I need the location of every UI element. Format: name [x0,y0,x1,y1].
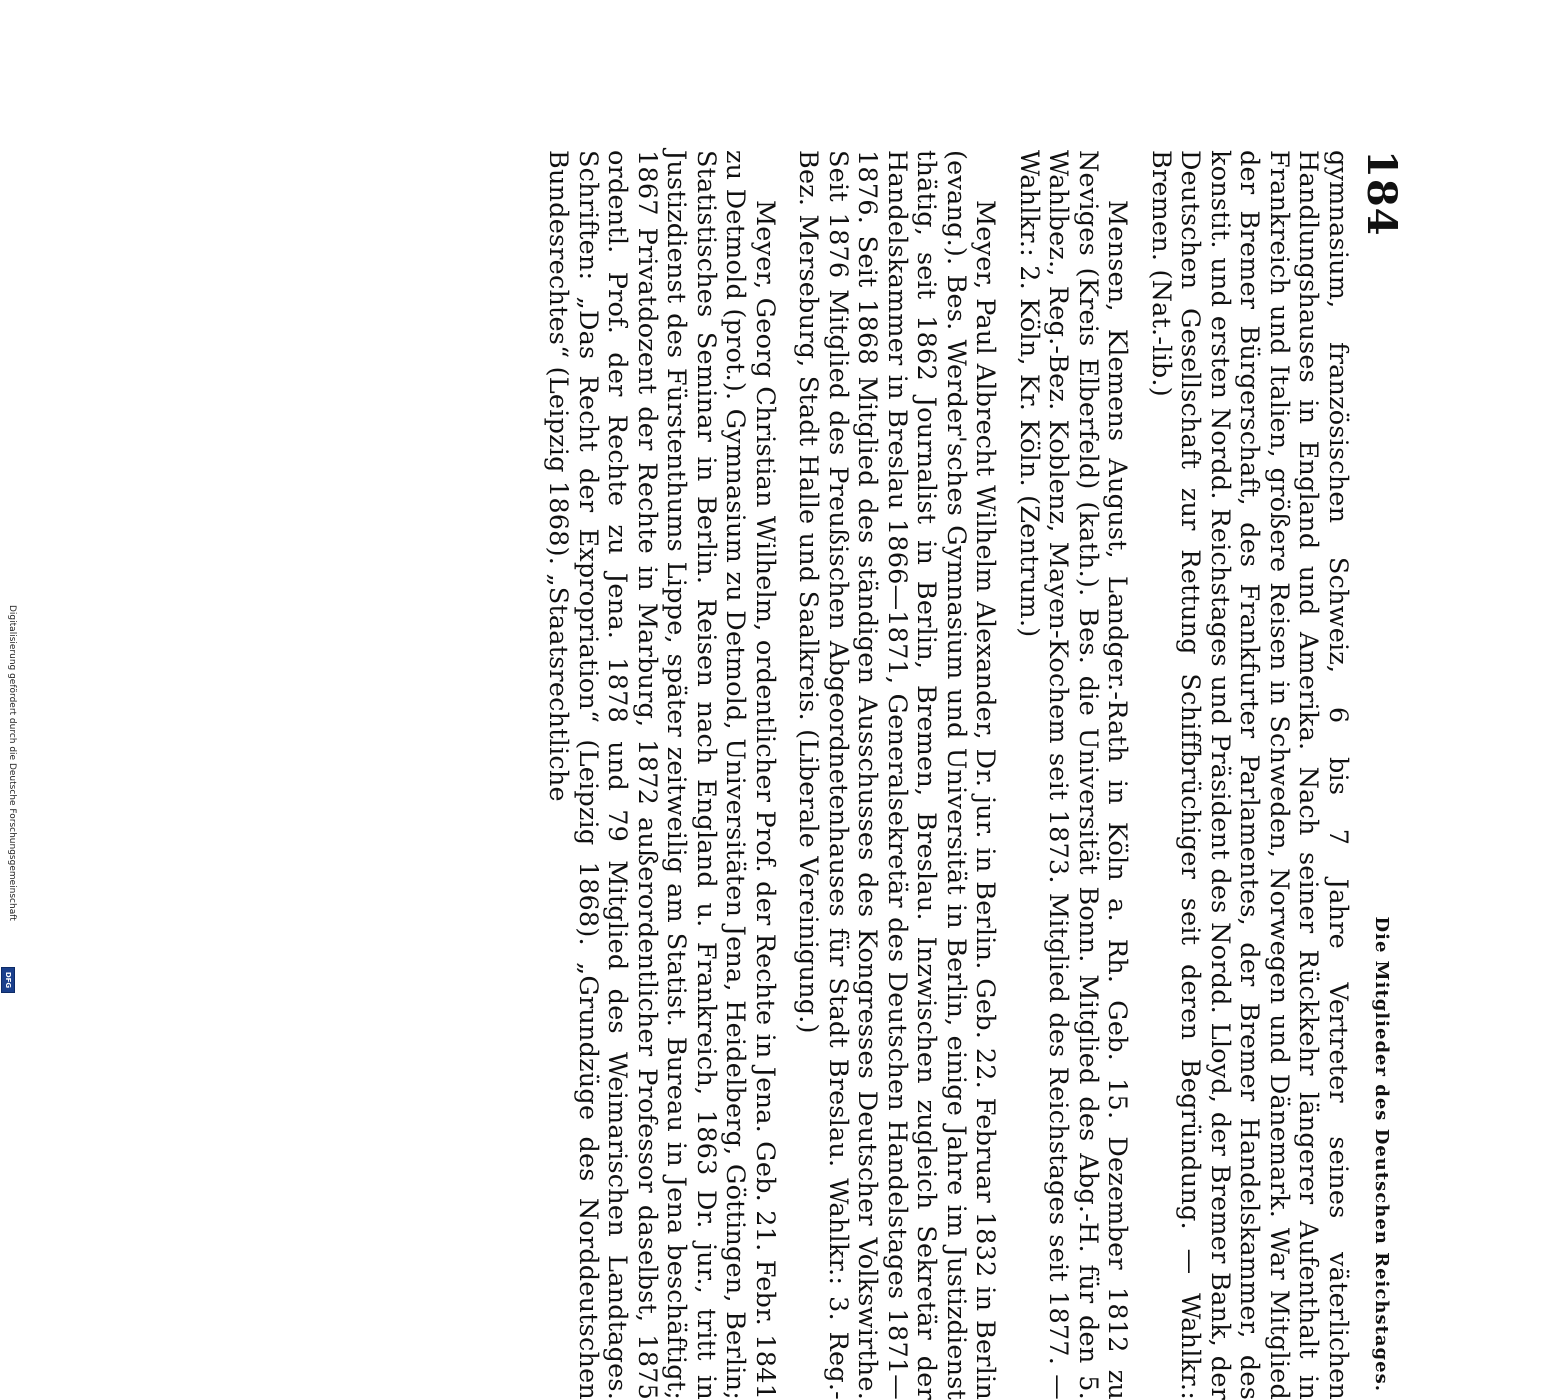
dfg-logo-icon [1,967,15,993]
dfg-logo-text: DFG [4,971,12,989]
rotated-text-block [162,150,1412,1400]
credit-text: Digitalisierung gefördert durch die Deutsche Forschungsgemeinschaft [7,605,17,921]
running-head [1352,150,1412,1400]
entry-meyer-paul: Meyer, Paul Albrecht Wilhelm Alexander, Dr. jur. in Berlin. Geb. 22. Februar 1832 in Berlin (evang.). Bes. Werder'sches Gymnasium und Universität in Berlin, einige Jahre im Justizdienst thätig, seit 1862 Journalist in Berlin, Bremen, Breslau. Inzwischen zugleich Sekretär der Handelskammer in Breslau 1866—1871, Generalsekretär des Deutschen Handelstages 1871—1876. Seit 1868 Mitglied des ständigen Ausschusses des Kongresses Deutscher Volkswirthe. Seit 1876 Mitglied des Preußischen Abgeordnetenhauses für Stadt Breslau. Wahlkr.: 3. Reg.-Bez. Merseburg, Stadt Halle und Saalkreis. (Liberale Vereinigung.) [793,150,1001,1400]
page-number: 184 [1358,150,1406,237]
entry-meyer-georg: Meyer, Georg Christian Wilhelm, ordentlicher Prof. der Rechte in Jena. Geb. 21. Febr. 1841 zu Detmold (prot.). Gymnasium zu Detmold, Universitäten Jena, Heidelberg, Göttingen, Berlin; Statistisches Seminar in Berlin. Reisen nach England u. Frankreich, 1863 Dr. jur., tritt in Justizdienst des Fürstenthums Lippe, später zeitweilig am Statist. Bureau in Jena beschäftigt; 1867 Privatdozent der Rechte in Marburg, 1872 außerordentlicher Professor daselbst, 1875 ordentl. Prof. der Rechte zu Jena. 1878 und 79 Mitglied des Weimarischen Landtages. Schriften: „Das Recht der Expropriation“ (Leipzig 1868). „Grundzüge des Norddeutschen Bundesrechtes“ (Leipzig 1868). „Staatsrechtliche [543,150,780,1400]
paragraph-continuation: gymnasium, französischen Schweiz, 6 bis 7 Jahre Vertreter seines väterlichen Handlungshauses in England und Amerika. Nach seiner Rückkehr längerer Aufenthalt in Frankreich und Italien, größere Reisen in Schweden, Norwegen und Dänemark. War Mitglied der Bremer Bürgerschaft, des Frankfurter Parlamentes, der Bremer Handelskammer, des konstit. und ersten Nordd. Reichstages und Präsident des Nordd. Lloyd, der Bremer Bank, der Deutschen Gesellschaft zur Rettung Schiffbrüchiger seit deren Begründung. — Wahlkr.: Bremen. (Nat.-lib.) [1146,150,1353,1400]
running-title: Die Mitglieder des Deutschen Reichstages. [1371,916,1393,1392]
entry-mensen: Mensen, Klemens August, Landger.-Rath in Köln a. Rh. Geb. 15. Dezember 1812 zu Neviges (Kreis Elberfeld) (kath.). Bes. die Universität Bonn. Mitglied des Abg.-H. für den 5. Wahlbez., Reg.-Bez. Koblenz, Mayen-Kochem seit 1873. Mitglied des Reichstages seit 1877. — Wahlkr.: 2. Köln, Kr. Köln. (Zentrum.) [1014,150,1133,1400]
body-text [529,150,1352,1400]
